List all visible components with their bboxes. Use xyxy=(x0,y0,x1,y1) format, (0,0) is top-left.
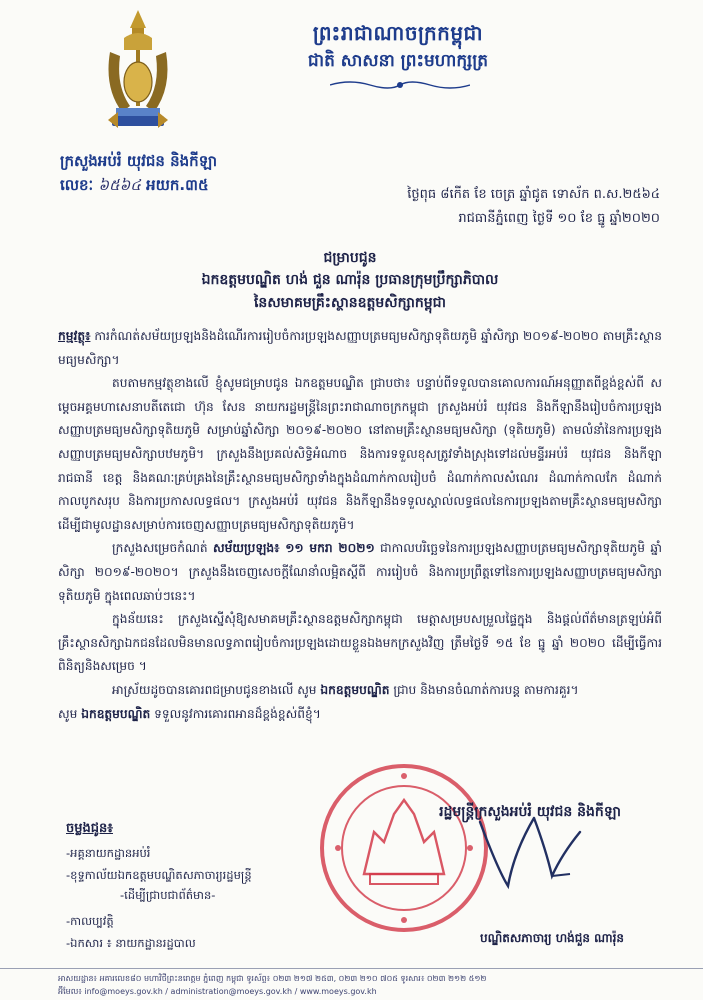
solar-date: រាជធានីភ្នំពេញ ថ្ងៃទី ១០ ខែ ធ្នូ ឆ្នាំ២០២០ xyxy=(458,211,660,226)
p5-text-b: ទទួលនូវការគោរពអានដ៏ខ្ពង់ខ្ពស់ពីខ្ញុំ។ xyxy=(150,706,321,721)
p5-text-a: សូម xyxy=(58,706,82,721)
handwritten-signature-icon xyxy=(450,792,600,902)
footer-contacts: អ៊ីមែល៖ info@moeys.gov.kh / administration@moeys.gov.kh / www.moeys.gov.kh xyxy=(58,987,377,996)
exam-date-bold: សម័យប្រឡង៖ ១១ មករា ២០២១ xyxy=(213,541,375,556)
letter-body xyxy=(58,325,662,726)
letter-footer xyxy=(0,968,703,1000)
cc-item: -ដើម្បីជ្រាបជាព័ត៌មាន- xyxy=(120,888,216,902)
cc-item: -កាលប្បវត្តិ xyxy=(66,914,114,928)
royal-emblem-icon xyxy=(100,8,176,134)
body-paragraph-2 xyxy=(58,537,662,608)
body-paragraph-4 xyxy=(58,679,662,703)
subject-label: កម្មវត្ថុ៖ xyxy=(58,329,91,343)
reference-suffix: អយក.៣៥ xyxy=(146,176,209,194)
subject-text: ការកំណត់សម័យប្រឡងនិងដំណើរការរៀបចំការប្រឡងសញ្ញាបត្រមធ្យមសិក្សាទុតិយភូមិ ឆ្នាំសិក្សា ២០១៩-២០២០ តាមគ្រឹះស្ថានមធ្យមសិក្សា។ xyxy=(58,329,662,367)
p4-text-b: ជ្រាប និងមានចំណាត់ការបន្ត តាមការគួរ។ xyxy=(389,682,579,697)
p4-text-a: អាស្រ័យដូចបានគោរពជម្រាបជូនខាងលើ សូម xyxy=(112,682,321,697)
ministry-name: ក្រសួងអប់រំ យុវជន និងកីឡា xyxy=(60,152,218,170)
reference-number: ៦៥៦៤ xyxy=(98,176,141,194)
body-paragraph-1: តបតាមកម្មវត្ថុខាងលើ ខ្ញុំសូមជម្រាបជូន ឯកឧត្តមបណ្ឌិត ជ្រាបថា៖ បន្ទាប់ពីទទួលបានគោលការណ៍អនុញ្ញាតពីខ្ពង់ខ្ពស់ពី សម្តេចអគ្គមហាសេនាបតីតេជោ ហ៊ុន សែន នាយករដ្ឋមន្ត្រីនៃព្រះរាជាណាចក្រកម្ពុជា ក្រសួងអប់រំ យុវជន និងកីឡានឹងរៀបចំការប្រឡងសញ្ញាបត្រមធ្យមសិក្សាទុតិយភូមិ សម្រាប់ឆ្នាំសិក្សា ២០១៩-២០២០ នៅតាមគ្រឹះស្ថានមធ្យមសិក្សា (ទុតិយភូមិ) តាមលំនាំនៃការប្រឡងសញ្ញាបត្រមធ្យមសិក្សាបឋមភូមិ។ ក្រសួងនឹងប្រគល់សិទ្ធិអំណាច និងការទទួលខុសត្រូវទាំងស្រុងទៅដល់មន្ទីរអប់រំ យុវជន និងកីឡារាជធានី ខេត្ត និងគណៈគ្រប់គ្រងនៃគ្រឹះស្ថានមធ្យមសិក្សាទាំងក្នុងដំណាក់កាលរៀបចំ ដំណាក់កាលសំណេរ ដំណាក់កាលកែ ដំណាក់កាលបូកសរុប និងការប្រកាសលទ្ធផល។ ក្រសួងអប់រំ យុវជន និងកីឡានឹងទទួលស្គាល់លទ្ធផលនៃការប្រឡងតាមគ្រឹះស្ថានមធ្យមសិក្សា ដើម្បីជាមូលដ្ឋានសម្រាប់ការចេញសញ្ញាបត្រមធ្យមសិក្សាទុតិយភូមិ។ xyxy=(58,376,662,532)
kingdom-title: ព្រះរាជាណាចក្រកម្ពុជា xyxy=(312,21,484,45)
national-motto: ជាតិ សាសនា ព្រះមហាក្សត្រ xyxy=(307,51,489,71)
recipient-label: ជម្រាបជូន xyxy=(323,250,377,266)
cc-item: -ឯកសារ ៖ នាយកដ្ឋានរដ្ឋបាល xyxy=(66,936,196,950)
reference-label: លេខៈ xyxy=(60,176,94,194)
cc-title: ចម្លងជូន៖ xyxy=(66,821,113,836)
body-paragraph-5 xyxy=(58,703,662,727)
subject-paragraph xyxy=(58,325,662,372)
body-paragraph-3: ក្នុងន័យនេះ ក្រសួងស្នើសុំឱ្យសមាគមគ្រឹះស្ថានឧត្តមសិក្សាកម្ពុជា មេត្តាសម្របសម្រួលផ្ទៃក្នុង និងផ្តល់ព័ត៌មានត្រឡប់អំពី គ្រឹះស្ថានសិក្សាឯកជនដែលមិនមានលទ្ធភាពរៀបចំការប្រឡងដោយខ្លួនឯងមកក្រសួងវិញ ត្រឹមថ្ងៃទី ១៥ ខែ ធ្នូ ឆ្នាំ ២០២០ ដើម្បីធ្វើការពិនិត្យនិងសម្រេច ។ xyxy=(58,612,662,674)
lunar-date: ថ្ងៃពុធ ៨កើត ខែ ចេត្រ ឆ្នាំជូត ទោស័ក ព.ស.២៥៦៤ xyxy=(407,187,660,202)
p2-text-b: ជាកាលបរិច្ឆេទនៃការប្រឡងសញ្ញាបត្រមធ្យមសិក្សាទុតិយភូមិ ឆ្នាំសិក្សា ២០១៩-២០២០។ ក្រសួងនឹងចេញសេចក្តីណែនាំលម្អិតស្តីពី ការរៀបចំ និងការប្រព្រឹត្តទៅនៃការប្រឡងសញ្ញាបត្រមធ្យមសិក្សាទុតិយភូមិ ក្នុងពេលឆាប់ៗនេះ។ xyxy=(58,541,662,603)
footer-address: អាសយដ្ឋាន៖ អគារលេខ៨០ មហាវិថីព្រះនរោត្តម ភ្នំពេញ កម្ពុជា ទូរស័ព្ទ៖ ០២៣ ២១៧ ២៥៣, ០២៣ ២១០ ៧០៥ ទូរសារ៖ ០២៣ ២១២ ៥១២ xyxy=(58,974,487,983)
reference-line xyxy=(60,176,209,198)
recipient-name: ឯកឧត្តមបណ្ឌិត ហង់ ជួន ណារ៉ុន ប្រធានក្រុមប្រឹក្សាភិបាល xyxy=(201,272,499,288)
ornament-divider-icon xyxy=(330,78,470,92)
p5-bold: ឯកឧត្តមបណ្ឌិត xyxy=(81,706,151,721)
recipient-organization: នៃសមាគមគ្រឹះស្ថានឧត្តមសិក្សាកម្ពុជា xyxy=(253,295,447,311)
p2-text-a: ក្រសួងសម្រេចកំណត់ xyxy=(112,541,214,556)
signer-name: បណ្ឌិតសភាចារ្យ ហង់ជួន ណារ៉ុន xyxy=(479,931,625,945)
signatory-title: រដ្ឋមន្ត្រីក្រសួងអប់រំ យុវជន និងកីឡា xyxy=(439,804,621,820)
cc-item: -ខុទ្ទកាល័យឯកឧត្តមបណ្ឌិតសភាចារ្យរដ្ឋមន្ត្រី xyxy=(66,868,252,882)
cc-item: -អគ្គនាយកដ្ឋានអប់រំ xyxy=(66,846,151,860)
p4-bold: ឯកឧត្តមបណ្ឌិត xyxy=(320,682,390,697)
